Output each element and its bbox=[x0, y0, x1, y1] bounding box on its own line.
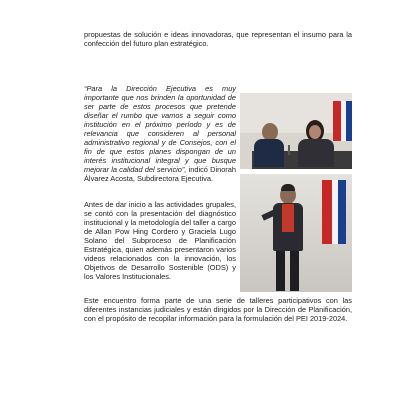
methodology-paragraph: Antes de dar inicio a las actividades grupales, se contó con la presentación del diagnóstico institucional y la metodología del taller a cargo de Allan Pow Hing Cordero y Graciela Lugo Solano del Subproceso de Planificación Estratégica, quien además presentaron varios videos relacionados con la innovación, los Objetivos de Desarrollo Sostenible (ODS) y los Valores Institucionales. bbox=[84, 200, 236, 281]
quote-text: “Para la Dirección Ejecutiva es muy importante que nos brinden la oportunidad de ser parte de estos procesos que pretende diseñar el rumbo que vamos a seguir como institución en el próximo período y es de relevancia que consideren al personal administrativo regional y de Consejos, con el fin de que estos planes dispongan de un interés institucional integral y que busque mejorar la calidad del servicio”, bbox=[84, 84, 236, 174]
photo-presenter bbox=[240, 174, 352, 292]
photo-panel-speakers bbox=[240, 93, 352, 169]
intro-paragraph: propuestas de solución e ideas innovadoras, que representan el insumo para la confección del futuro plan estratégico. bbox=[84, 30, 352, 48]
closing-paragraph: Este encuentro forma parte de una serie de talleres participativos con las diferentes instancias judiciales y están dirigidos por la Dirección de Planificación, con el propósito de recopilar información para la formulación del PEI 2019-2024. bbox=[84, 296, 352, 323]
quote-attribution: indicó Dinorah Álvarez Acosta, Subdirectora Ejecutiva. bbox=[84, 165, 236, 183]
quote-paragraph bbox=[84, 84, 236, 183]
